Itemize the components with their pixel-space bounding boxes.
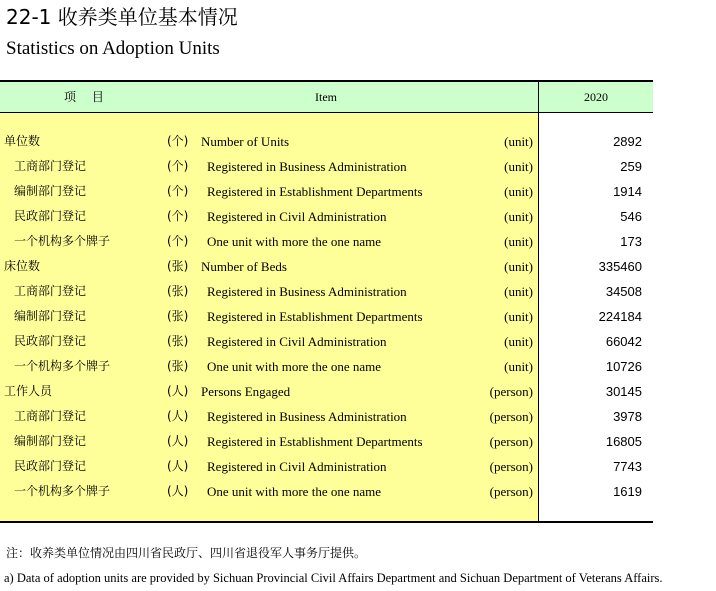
row-value: 3978 <box>613 409 642 424</box>
row-label-cn: 一个机构多个牌子 <box>14 484 111 498</box>
row-unit-cn: (张) <box>167 284 189 298</box>
row-unit-en: (unit) <box>504 359 533 374</box>
row-value: 173 <box>620 234 642 249</box>
row-unit-en: (person) <box>489 384 533 399</box>
row-label-cn: 民政部门登记 <box>14 459 87 473</box>
row-label-cn: 民政部门登记 <box>14 209 87 223</box>
footnote-cn: 注：收养类单位情况由四川省民政厅、四川省退役军人事务厅提供。 <box>6 546 367 560</box>
row-label-cn: 一个机构多个牌子 <box>14 359 111 373</box>
row-value: 34508 <box>605 284 642 299</box>
row-label-cn: 床位数 <box>4 259 41 273</box>
table-row <box>0 179 653 204</box>
row-label-en: Registered in Business Administration <box>207 284 407 299</box>
table-rows <box>0 129 653 504</box>
row-value: 259 <box>620 159 642 174</box>
row-value: 546 <box>620 209 642 224</box>
header-year: 2020 <box>584 90 608 104</box>
row-label-cn: 单位数 <box>4 134 41 148</box>
table-row <box>0 304 653 329</box>
row-label-en: Registered in Civil Administration <box>207 209 387 224</box>
row-unit-en: (unit) <box>504 309 533 324</box>
row-unit-cn: (个) <box>167 209 189 223</box>
row-label-en: Number of Beds <box>201 259 287 274</box>
row-unit-cn: (张) <box>167 334 189 348</box>
row-label-en: Registered in Civil Administration <box>207 334 387 349</box>
row-unit-cn: (个) <box>167 134 189 148</box>
table-row <box>0 429 653 454</box>
table-row <box>0 154 653 179</box>
row-unit-cn: (人) <box>167 384 189 398</box>
row-value: 16805 <box>605 434 642 449</box>
row-value: 224184 <box>598 309 642 324</box>
row-label-en: One unit with more the one name <box>207 234 382 249</box>
row-value: 1619 <box>613 484 642 499</box>
row-label-cn: 一个机构多个牌子 <box>14 234 111 248</box>
row-unit-cn: (人) <box>167 409 189 423</box>
row-unit-en: (unit) <box>504 234 533 249</box>
row-label-cn: 编制部门登记 <box>14 184 87 198</box>
page-title-en: Statistics on Adoption Units <box>6 38 220 59</box>
row-value: 335460 <box>598 259 642 274</box>
row-unit-en: (person) <box>489 409 533 424</box>
table-body <box>0 113 653 523</box>
row-unit-en: (unit) <box>504 209 533 224</box>
row-label-en: One unit with more the one name <box>207 484 382 499</box>
table-row <box>0 254 653 279</box>
row-unit-en: (unit) <box>504 159 533 174</box>
row-unit-cn: (个) <box>167 184 189 198</box>
footnote-en: a) Data of adoption units are provided by Sichuan Provincial Civil Affairs Department and Sichuan Department of Veterans Affairs. <box>4 571 663 585</box>
header-item-cn: 项 目 <box>64 90 110 104</box>
row-label-en: Registered in Business Administration <box>207 159 407 174</box>
row-unit-en: (unit) <box>504 134 533 149</box>
row-label-en: Registered in Establishment Departments <box>207 434 423 449</box>
table-row <box>0 279 653 304</box>
row-label-cn: 编制部门登记 <box>14 434 87 448</box>
row-label-en: One unit with more the one name <box>207 359 382 374</box>
table-header <box>0 80 653 113</box>
header-item-en: Item <box>315 90 337 104</box>
row-unit-cn: (张) <box>167 259 189 273</box>
row-unit-cn: (张) <box>167 359 189 373</box>
row-unit-cn: (个) <box>167 159 189 173</box>
row-unit-en: (unit) <box>504 259 533 274</box>
row-unit-en: (unit) <box>504 334 533 349</box>
row-value: 10726 <box>605 359 642 374</box>
row-label-en: Registered in Establishment Departments <box>207 184 423 199</box>
row-unit-en: (unit) <box>504 184 533 199</box>
row-unit-en: (person) <box>489 459 533 474</box>
row-label-en: Registered in Establishment Departments <box>207 309 423 324</box>
row-label-cn: 工作人员 <box>4 384 53 398</box>
table-row <box>0 229 653 254</box>
row-label-cn: 民政部门登记 <box>14 334 87 348</box>
row-unit-en: (person) <box>489 484 533 499</box>
row-label-en: Persons Engaged <box>201 384 291 399</box>
row-unit-cn: (人) <box>167 484 189 498</box>
row-unit-cn: (人) <box>167 434 189 448</box>
table-row <box>0 454 653 479</box>
row-label-en: Registered in Civil Administration <box>207 459 387 474</box>
row-unit-en: (unit) <box>504 284 533 299</box>
row-value: 7743 <box>613 459 642 474</box>
row-unit-cn: (张) <box>167 309 189 323</box>
statistics-table <box>0 80 653 523</box>
table-row <box>0 129 653 154</box>
row-label-cn: 工商部门登记 <box>14 159 87 173</box>
row-label-cn: 编制部门登记 <box>14 309 87 323</box>
row-label-cn: 工商部门登记 <box>14 409 87 423</box>
row-value: 66042 <box>605 334 642 349</box>
table-row <box>0 204 653 229</box>
row-value: 1914 <box>613 184 642 199</box>
page-title-cn: 22-1 收养类单位基本情况 <box>6 5 238 29</box>
row-unit-cn: (个) <box>167 234 189 248</box>
row-unit-cn: (人) <box>167 459 189 473</box>
row-label-cn: 工商部门登记 <box>14 284 87 298</box>
table-row <box>0 379 653 404</box>
row-unit-en: (person) <box>489 434 533 449</box>
table-row <box>0 354 653 379</box>
row-label-en: Number of Units <box>201 134 290 149</box>
row-label-en: Registered in Business Administration <box>207 409 407 424</box>
row-value: 2892 <box>613 134 642 149</box>
row-value: 30145 <box>605 384 642 399</box>
table-row <box>0 479 653 504</box>
table-row <box>0 404 653 429</box>
table-row <box>0 329 653 354</box>
